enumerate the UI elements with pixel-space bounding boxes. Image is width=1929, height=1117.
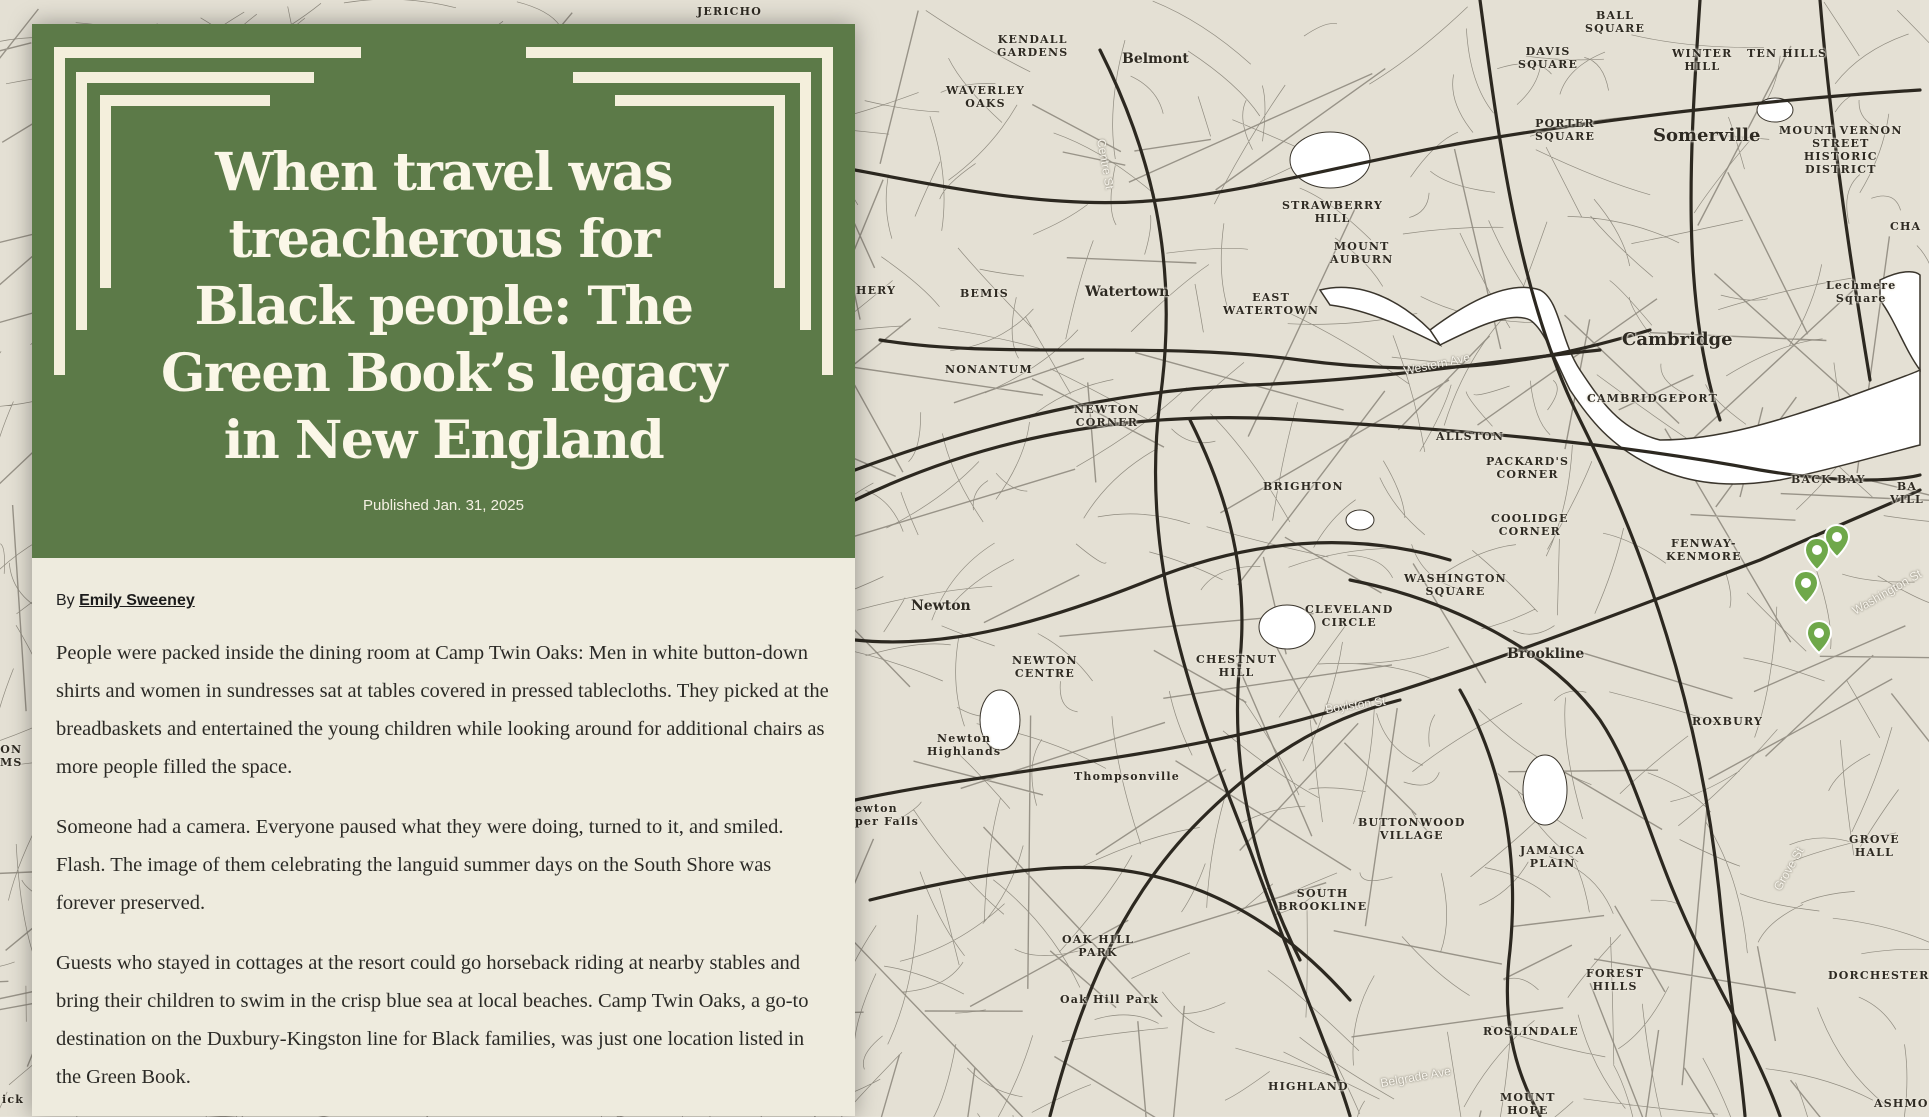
street-label: Boylston St [1324,693,1387,717]
place-label: MOUNT VERNON STREET HISTORIC DISTRICT [1779,124,1903,176]
place-label: DAVIS SQUARE [1518,45,1579,71]
street-label: Washington St [1849,566,1924,618]
place-label: ALLSTON [1436,430,1505,443]
place-label: OAK HILL PARK [1062,933,1135,959]
place-label: Somerville [1653,125,1761,146]
map-pin-icon[interactable] [1806,620,1832,654]
frame-line [100,95,270,106]
author-link[interactable]: Emily Sweeney [79,592,195,609]
article-body [32,558,855,1116]
place-label: WAVERLEY OAKS [946,84,1026,110]
place-label: BALL SQUARE [1585,9,1646,35]
place-label: BRIGHTON [1263,480,1344,493]
place-label: Oak Hill Park [1060,993,1160,1006]
place-label: PACKARD'S CORNER [1486,455,1570,481]
place-label: COOLIDGE CORNER [1491,512,1569,538]
publish-date: Published Jan. 31, 2025 [363,497,524,514]
place-label: NONANTUM [945,363,1033,376]
place-label: FENWAY- KENMORE [1666,537,1742,563]
frame-line [800,72,811,330]
place-label: HERY [856,284,897,297]
frame-line [100,95,111,288]
place-label: HIGHLAND [1268,1080,1349,1093]
place-label: ewton per Falls [855,802,920,828]
map-pin-icon[interactable] [1804,537,1830,571]
place-label: Newton Highlands [927,732,1002,758]
street-label: Centre St [1094,137,1117,191]
frame-line [573,72,811,83]
place-label: JAMAICA PLAIN [1520,844,1586,870]
place-label: KENDALL GARDENS [997,33,1069,59]
hero-banner [32,24,855,558]
place-label: Lechmere Square [1826,279,1897,305]
place-label: WASHINGTON SQUARE [1404,572,1507,598]
place-label: CAMBRIDGEPORT [1587,392,1718,405]
place-label: SOUTH BROOKLINE [1278,887,1368,913]
place-label: ROXBURY [1692,715,1764,728]
place-label: WINTER HILL [1672,47,1733,73]
article-card[interactable] [32,24,855,1116]
frame-line [615,95,785,106]
frame-line [54,47,65,375]
article-paragraph: Someone had a camera. Everyone paused what they were doing, turned to it, and smiled. Flash. The image of them celebrating the languid summer days on the South Shore was forever preserved. [56,816,784,914]
article-paragraph: People were packed inside the dining room at Camp Twin Oaks: Men in white button-down shirts and women in sundresses sat at tables covered in pressed tablecloths. They picked at the breadbaskets and entertained the young children while looking around for additional chairs as more people filled the space. [56,642,829,778]
place-label: Cambridge [1622,329,1733,350]
byline [56,592,831,610]
place-label: ick [2,1093,25,1106]
place-label: TEN HILLS [1747,47,1828,60]
article-headline: When travel was treacherous for Black people: The Green Book’s legacy in New England [161,142,726,471]
map-pin-icon[interactable] [1793,570,1819,604]
place-label: Thompsonville [1074,770,1180,783]
place-label: STRAWBERRY HILL [1282,199,1384,225]
byline-prefix: By [56,592,75,609]
street-label: Grove St [1770,844,1807,894]
place-label: ROSLINDALE [1483,1025,1579,1038]
place-label: MOUNT HOPE [1500,1091,1556,1117]
place-label: JERICHO [697,5,763,18]
place-label: ASHMO [1874,1097,1929,1110]
place-label: GROVE HALL [1849,833,1900,859]
frame-line [76,72,87,330]
place-label: NEWTON CORNER [1074,403,1140,429]
place-label: BUTTONWOOD VILLAGE [1358,816,1466,842]
place-label: BA VILL [1890,480,1924,506]
place-label: FOREST HILLS [1586,967,1645,993]
place-label: CHA [1890,220,1922,233]
place-label: BACK BAY [1791,473,1866,486]
place-label: PORTER SQUARE [1535,117,1596,143]
place-label: CHESTNUT HILL [1196,653,1278,679]
place-label: Belmont [1122,51,1189,67]
street-label: Western Ave [1402,350,1472,378]
place-label: CLEVELAND CIRCLE [1305,603,1394,629]
place-label: BEMIS [960,287,1009,300]
frame-line [822,47,833,375]
frame-line [774,95,785,288]
place-label: Watertown [1085,284,1170,300]
place-label: ON MS [0,743,23,769]
place-label: EAST WATERTOWN [1223,291,1320,317]
place-label: Newton [911,598,971,614]
place-label: DORCHESTER [1828,969,1929,982]
frame-line [54,47,361,58]
frame-line [76,72,314,83]
place-label: Brookline [1507,646,1585,662]
place-label: MOUNT AUBURN [1330,240,1394,266]
article-paragraph: Guests who stayed in cottages at the resort could go horseback riding at nearby stables and bring their children to swim in the crisp blue sea at local beaches. Camp Twin Oaks, a go-to destination on the Duxbury-Kingston line for Black families, was just one location listed in the Green Book. [56,952,809,1088]
frame-line [526,47,833,58]
place-label: NEWTON CENTRE [1012,654,1078,680]
street-label: Belgrade Ave [1379,1063,1452,1091]
